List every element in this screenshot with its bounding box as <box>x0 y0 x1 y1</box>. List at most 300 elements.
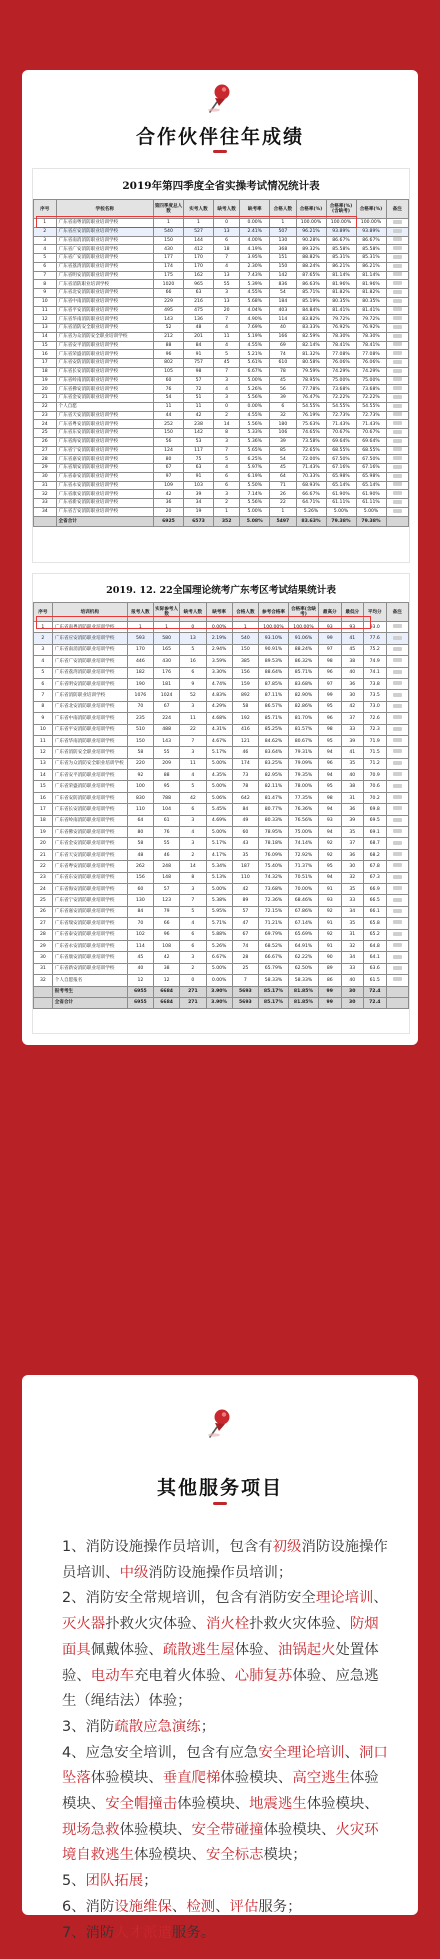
service-text: 2、消防安全常规培训，包含有消防安全 <box>62 1590 316 1607</box>
table-cell: 76.09% <box>259 849 289 860</box>
table-row <box>34 690 409 701</box>
table-cell: 84 <box>184 341 214 350</box>
stamp-mark <box>393 966 402 970</box>
service-text: 3、消防 <box>62 1718 115 1735</box>
service-item <box>62 1715 390 1741</box>
table-cell: 100.00% <box>289 622 319 633</box>
table-cell: 85.25% <box>259 724 289 735</box>
school-name: 广东省中南消防职业培训学校 <box>56 297 154 306</box>
table-cell: 95 <box>154 781 180 792</box>
table-cell: 65.14% <box>326 481 356 490</box>
table-cell: 71.5 <box>364 747 387 758</box>
table-cell: 540 <box>154 227 184 236</box>
table-cell: 76.56% <box>289 815 319 826</box>
service-text: 服务。 <box>171 1924 216 1941</box>
remark-cell <box>386 227 409 236</box>
table-cell: 25 <box>232 963 258 974</box>
row-number: 1 <box>34 622 53 633</box>
table-row <box>34 792 409 803</box>
stamp-mark <box>393 841 402 845</box>
table-cell: 72.73% <box>326 411 356 420</box>
table-cell: 5.45% <box>206 804 232 815</box>
table-cell: 13 <box>214 227 240 236</box>
service-item <box>62 1586 390 1715</box>
table-row <box>34 446 409 455</box>
table-cell: 5 <box>214 455 240 464</box>
table-cell: 84 <box>232 804 258 815</box>
table-cell: 38 <box>341 781 364 792</box>
table-cell: 124 <box>154 446 184 455</box>
column-header: 缺考人数 <box>214 200 240 219</box>
table-row <box>34 622 409 633</box>
table-cell: 78 <box>270 367 296 376</box>
table-cell: 130 <box>270 236 296 245</box>
table-cell: 5.95% <box>206 906 232 917</box>
school-name: 广东省华南消防职业培训学校 <box>52 735 127 746</box>
table-cell: 8 <box>214 429 240 438</box>
table-cell: 80 <box>127 827 153 838</box>
row-number: 9 <box>34 289 57 298</box>
stamp-mark <box>393 829 402 833</box>
table-cell: 74.14% <box>289 838 319 849</box>
table-cell: 229 <box>154 297 184 306</box>
table-cell: 4.00% <box>240 236 270 245</box>
remark-cell <box>386 986 409 997</box>
remark-cell <box>386 297 409 306</box>
table-cell: 412 <box>184 245 214 254</box>
table-cell: 85.17% <box>259 997 289 1008</box>
row-number: 11 <box>34 306 57 315</box>
table-cell: 1024 <box>154 690 180 701</box>
table-cell: 54.55% <box>296 402 326 411</box>
remark-cell <box>386 245 409 254</box>
table-cell: 4 <box>180 770 206 781</box>
table-cell: 89.32% <box>296 245 326 254</box>
table-cell: 78 <box>232 781 258 792</box>
table-cell: 5.13% <box>206 872 232 883</box>
service-text: 体验模块、 <box>306 1796 379 1813</box>
table-cell: 72.4 <box>364 986 387 997</box>
table-cell: 430 <box>154 245 184 254</box>
table-cell: 89.53% <box>259 656 289 667</box>
table-row <box>34 701 409 712</box>
table-cell: 3 <box>214 376 240 385</box>
row-number: 22 <box>34 861 53 872</box>
table-cell: 81.82% <box>356 289 386 298</box>
highlighted-keyword: 团队拓展 <box>85 1873 144 1890</box>
table-cell: 2.41% <box>240 227 270 236</box>
row-number: 16 <box>34 792 53 803</box>
table-cell: 68.55% <box>356 446 386 455</box>
table-cell: 81.70% <box>289 713 319 724</box>
table-cell: 4.29% <box>206 701 232 712</box>
highlighted-keyword: 火灾环境自救逃生 <box>62 1821 379 1864</box>
stamp-mark <box>393 784 402 788</box>
remark-cell <box>386 437 409 446</box>
table-cell: 46 <box>154 849 180 860</box>
remark-cell <box>386 644 409 655</box>
stamp-mark <box>393 749 402 753</box>
table-row <box>34 385 409 394</box>
table-cell: 83.25% <box>259 758 289 769</box>
table-cell: 110 <box>127 804 153 815</box>
table-cell: 81.57% <box>289 724 319 735</box>
table-cell: 66 <box>154 289 184 298</box>
table-cell: 1020 <box>154 280 184 289</box>
remark-cell <box>386 667 409 678</box>
school-name: 广东省长安消防职业培训学校 <box>52 804 127 815</box>
row-number: 4 <box>34 656 53 667</box>
table-cell: 48 <box>184 324 214 333</box>
table-cell: 77.08% <box>356 350 386 359</box>
table-row <box>34 332 409 341</box>
stamp-mark <box>393 342 402 346</box>
stamp-mark <box>393 360 402 364</box>
table-cell: 61.11% <box>326 499 356 508</box>
table-cell: 81.41% <box>326 306 356 315</box>
stamp-mark <box>393 456 402 460</box>
row-number: 12 <box>34 747 53 758</box>
table-cell: 28 <box>232 952 258 963</box>
table-cell: 72.92% <box>289 849 319 860</box>
table-cell: 84 <box>127 906 153 917</box>
school-name: 广东省天安消防职业培训学校 <box>52 849 127 860</box>
table-cell: 86.32% <box>289 656 319 667</box>
table-cell: 7.69% <box>240 324 270 333</box>
stamp-mark <box>393 761 402 765</box>
table-cell: 78.30% <box>326 332 356 341</box>
table-cell: 6.19% <box>240 472 270 481</box>
table-cell: 81.32% <box>296 350 326 359</box>
table-cell: 82.95% <box>259 770 289 781</box>
school-name: 广东省消防职业培训学校 <box>56 280 154 289</box>
table-row <box>34 713 409 724</box>
table-cell: 81.41% <box>356 306 386 315</box>
table-row <box>34 289 409 298</box>
table-cell: 150 <box>270 262 296 271</box>
table-cell: 5.50% <box>240 481 270 490</box>
table-cell: 4.55% <box>240 341 270 350</box>
table-cell: 33 <box>341 895 364 906</box>
stamp-mark <box>393 386 402 390</box>
table-cell: 62.50% <box>289 963 319 974</box>
table-cell: 66 <box>154 918 180 929</box>
table-cell: 77.08% <box>326 350 356 359</box>
table-cell: 117 <box>184 446 214 455</box>
remark-cell <box>386 516 409 526</box>
table-cell: 13 <box>180 633 206 644</box>
table-row <box>34 297 409 306</box>
column-header: 备注 <box>386 603 409 622</box>
table-cell: 74 <box>232 940 258 951</box>
table-cell: 87.11% <box>259 690 289 701</box>
service-text: 4、应急安全培训，包含有应急 <box>62 1744 259 1761</box>
stamp-mark <box>393 943 402 947</box>
table-cell: 11 <box>184 402 214 411</box>
table-cell: 85.58% <box>326 245 356 254</box>
table-cell: 201 <box>184 332 214 341</box>
table-cell: 70 <box>127 918 153 929</box>
stamp-mark <box>393 500 402 504</box>
school-name: 广东省佛安消防职业培训学校 <box>52 827 127 838</box>
table-cell: 4.68% <box>206 713 232 724</box>
column-header: 第四季度总人数 <box>154 200 184 219</box>
table-cell: 5.00% <box>356 507 386 516</box>
remark-cell <box>386 332 409 341</box>
remark-cell <box>386 872 409 883</box>
table-cell: 40 <box>341 975 364 986</box>
table1-header-row <box>34 200 409 219</box>
remark-cell <box>386 827 409 838</box>
table1 <box>33 199 409 527</box>
table-cell: 47 <box>232 918 258 929</box>
school-name: 广东省荔湾消防职业培训学校 <box>52 667 127 678</box>
table-cell: 52 <box>154 324 184 333</box>
highlighted-keyword: 疏散应急演练 <box>114 1718 201 1735</box>
remark-cell <box>386 975 409 986</box>
remark-cell <box>386 464 409 473</box>
stamp-mark <box>393 290 402 294</box>
stamp-mark <box>393 898 402 902</box>
row-number: 30 <box>34 472 57 481</box>
table-cell: 5 <box>180 906 206 917</box>
stamp-mark <box>393 658 402 662</box>
table-row <box>34 747 409 758</box>
column-header: 培训机构 <box>52 603 127 622</box>
row-number: 7 <box>34 690 53 701</box>
highlighted-keyword: 垂直爬梯 <box>162 1770 221 1787</box>
table-cell: 68.52% <box>259 940 289 951</box>
table-cell: 91 <box>184 350 214 359</box>
table-cell: 143 <box>154 735 180 746</box>
table-cell: 0.00% <box>206 975 232 986</box>
stamp-mark <box>393 624 402 628</box>
table-cell: 74.1 <box>364 667 387 678</box>
table-cell: 368 <box>270 245 296 254</box>
remark-cell <box>386 359 409 368</box>
highlighted-keyword: 安全带碰撞 <box>191 1821 264 1838</box>
table-cell: 142 <box>184 429 214 438</box>
school-name: 广东省金安消防职业培训学校 <box>52 838 127 849</box>
remark-cell <box>386 906 409 917</box>
remark-cell <box>386 376 409 385</box>
table-cell: 36 <box>154 499 184 508</box>
table-row <box>34 838 409 849</box>
stamp-mark <box>393 264 402 268</box>
table-cell: 5.71% <box>206 918 232 929</box>
row-number: 22 <box>34 402 57 411</box>
table-cell: 67.3 <box>364 872 387 883</box>
table-cell: 85.58% <box>356 245 386 254</box>
stamp-mark <box>393 727 402 731</box>
row-number: 31 <box>34 481 57 490</box>
table-cell: 3 <box>180 815 206 826</box>
row-number: 23 <box>34 872 53 883</box>
table-cell: 74.9 <box>364 656 387 667</box>
stamp-mark <box>393 447 402 451</box>
service-text: 、 <box>171 1898 187 1915</box>
table-cell: 80 <box>154 455 184 464</box>
column-header: 缺考率 <box>240 200 270 219</box>
table-national-exam <box>32 573 410 1034</box>
table-cell: 87.85% <box>259 678 289 689</box>
table-cell: 70.67% <box>326 429 356 438</box>
table-cell: 2 <box>180 963 206 974</box>
table-cell: 56 <box>270 385 296 394</box>
table-cell: 54.55% <box>326 402 356 411</box>
school-name: 广东省明安消防职业培训学校 <box>56 271 154 280</box>
table-cell: 235 <box>127 713 153 724</box>
remark-cell <box>386 770 409 781</box>
column-header: 实际参考人数 <box>154 603 180 622</box>
table-cell: 88.64% <box>259 667 289 678</box>
table-cell: 6 <box>180 929 206 940</box>
table-cell: 80.35% <box>326 297 356 306</box>
service-text: 处置体验、 <box>62 1641 379 1684</box>
table-cell: 187 <box>232 861 258 872</box>
table-cell: 56 <box>154 437 184 446</box>
table-cell: 80.67% <box>289 735 319 746</box>
remark-cell <box>386 883 409 894</box>
row-number: 14 <box>34 770 53 781</box>
table-cell: 123 <box>154 895 180 906</box>
school-name: 广东省北安消防职业培训学校 <box>56 289 154 298</box>
table-cell: 65.69% <box>289 929 319 940</box>
stamp-mark <box>393 377 402 381</box>
table-cell: 262 <box>127 861 153 872</box>
table-cell: 94 <box>319 872 342 883</box>
table-cell: 5.00% <box>206 758 232 769</box>
table-row <box>34 770 409 781</box>
table-cell: 5.88% <box>206 929 232 940</box>
row-number: 25 <box>34 429 57 438</box>
table-row <box>34 219 409 228</box>
table-cell: 92 <box>319 849 342 860</box>
row-number: 15 <box>34 341 57 350</box>
table-cell: 83.68% <box>289 678 319 689</box>
table-cell: 70.6 <box>364 781 387 792</box>
school-name: 广东省新安消防职业培训学校 <box>52 963 127 974</box>
table-cell: 71 <box>270 481 296 490</box>
table1-caption: 2019年第四季度全省实操考试情况统计表 <box>122 180 320 192</box>
table-cell: 35 <box>341 883 364 894</box>
table-cell: 82.59% <box>296 332 326 341</box>
table-cell: 69.1 <box>364 827 387 838</box>
table-cell: 45 <box>341 644 364 655</box>
school-name: 广东省中南消防职业培训学校 <box>52 713 127 724</box>
table-cell: 49 <box>232 815 258 826</box>
table-cell: 156 <box>232 667 258 678</box>
table-cell: 93.0 <box>364 622 387 633</box>
table-cell: 5.97% <box>240 464 270 473</box>
table-cell: 73.68% <box>326 385 356 394</box>
table-row <box>34 324 409 333</box>
row-number: 28 <box>34 929 53 940</box>
service-text: 体验、应急逃生（绳结法）体验； <box>62 1667 379 1710</box>
column-header: 平均分 <box>364 603 387 622</box>
table-cell: 13 <box>214 297 240 306</box>
table-cell: 212 <box>154 332 184 341</box>
row-number: 21 <box>34 849 53 860</box>
table-cell: 54 <box>154 394 184 403</box>
table-cell: 7 <box>214 315 240 324</box>
row-number: 26 <box>34 906 53 917</box>
table-cell: 72.15% <box>259 906 289 917</box>
table-row <box>34 245 409 254</box>
remark-cell <box>386 929 409 940</box>
remark-cell <box>386 747 409 758</box>
remark-cell <box>386 499 409 508</box>
table-cell: 26 <box>270 490 296 499</box>
row-number: 26 <box>34 437 57 446</box>
table-cell: 109 <box>154 481 184 490</box>
table-cell: 69.5 <box>364 815 387 826</box>
table-cell: 220 <box>127 758 153 769</box>
table2 <box>33 602 409 1009</box>
school-name: 广东省永安消防职业培训学校 <box>52 940 127 951</box>
table-cell: 19 <box>184 507 214 516</box>
table-cell: 85.71% <box>296 289 326 298</box>
remark-cell <box>386 394 409 403</box>
table-cell: 41 <box>341 747 364 758</box>
table-cell: 3 <box>180 747 206 758</box>
table-cell: 69.79% <box>259 929 289 940</box>
table-cell: 94 <box>319 770 342 781</box>
table-row <box>34 678 409 689</box>
table-cell: 80.58% <box>296 359 326 368</box>
highlighted-keyword: 高空逃生 <box>292 1770 350 1787</box>
table-cell: 5.33% <box>240 429 270 438</box>
table-cell: 74.32% <box>259 872 289 883</box>
table-cell: 3.95% <box>240 254 270 263</box>
stamp-mark <box>393 237 402 241</box>
table-cell: 70.33% <box>296 472 326 481</box>
row-number: 18 <box>34 367 57 376</box>
school-name: 广东省宁安消防职业培训学校 <box>52 895 127 906</box>
table-cell: 7 <box>180 895 206 906</box>
table-cell: 40 <box>341 770 364 781</box>
table-row <box>34 656 409 667</box>
table-cell: 98 <box>319 656 342 667</box>
service-text: 6、消防 <box>62 1898 115 1915</box>
table-cell: 72.4 <box>364 997 387 1008</box>
table-row <box>34 376 409 385</box>
school-name: 广东省长安消防职业培训学校 <box>56 367 154 376</box>
table-row <box>34 872 409 883</box>
row-number: 28 <box>34 455 57 464</box>
table-cell: 72.00% <box>296 455 326 464</box>
other-services-card <box>22 1375 418 1941</box>
table-cell: 99 <box>319 997 342 1008</box>
table-cell: 1 <box>232 622 258 633</box>
highlighted-keyword: 灭火器 <box>62 1616 106 1633</box>
row-number: 31 <box>34 963 53 974</box>
column-header: 报考人数 <box>127 603 153 622</box>
table-cell: 181 <box>154 678 180 689</box>
remark-cell <box>386 324 409 333</box>
table-cell: 69.64% <box>356 437 386 446</box>
table-cell: 61 <box>154 815 180 826</box>
remark-cell <box>386 262 409 271</box>
school-name: 广东省广安消防职业培训学校 <box>56 245 154 254</box>
service-text: 体验模块、 <box>220 1770 293 1787</box>
table-cell: 159 <box>232 678 258 689</box>
table-cell: 35 <box>341 758 364 769</box>
table-cell: 32 <box>341 940 364 951</box>
table-row <box>34 918 409 929</box>
table-cell: 67.50% <box>326 455 356 464</box>
table-cell: 93.10% <box>259 633 289 644</box>
